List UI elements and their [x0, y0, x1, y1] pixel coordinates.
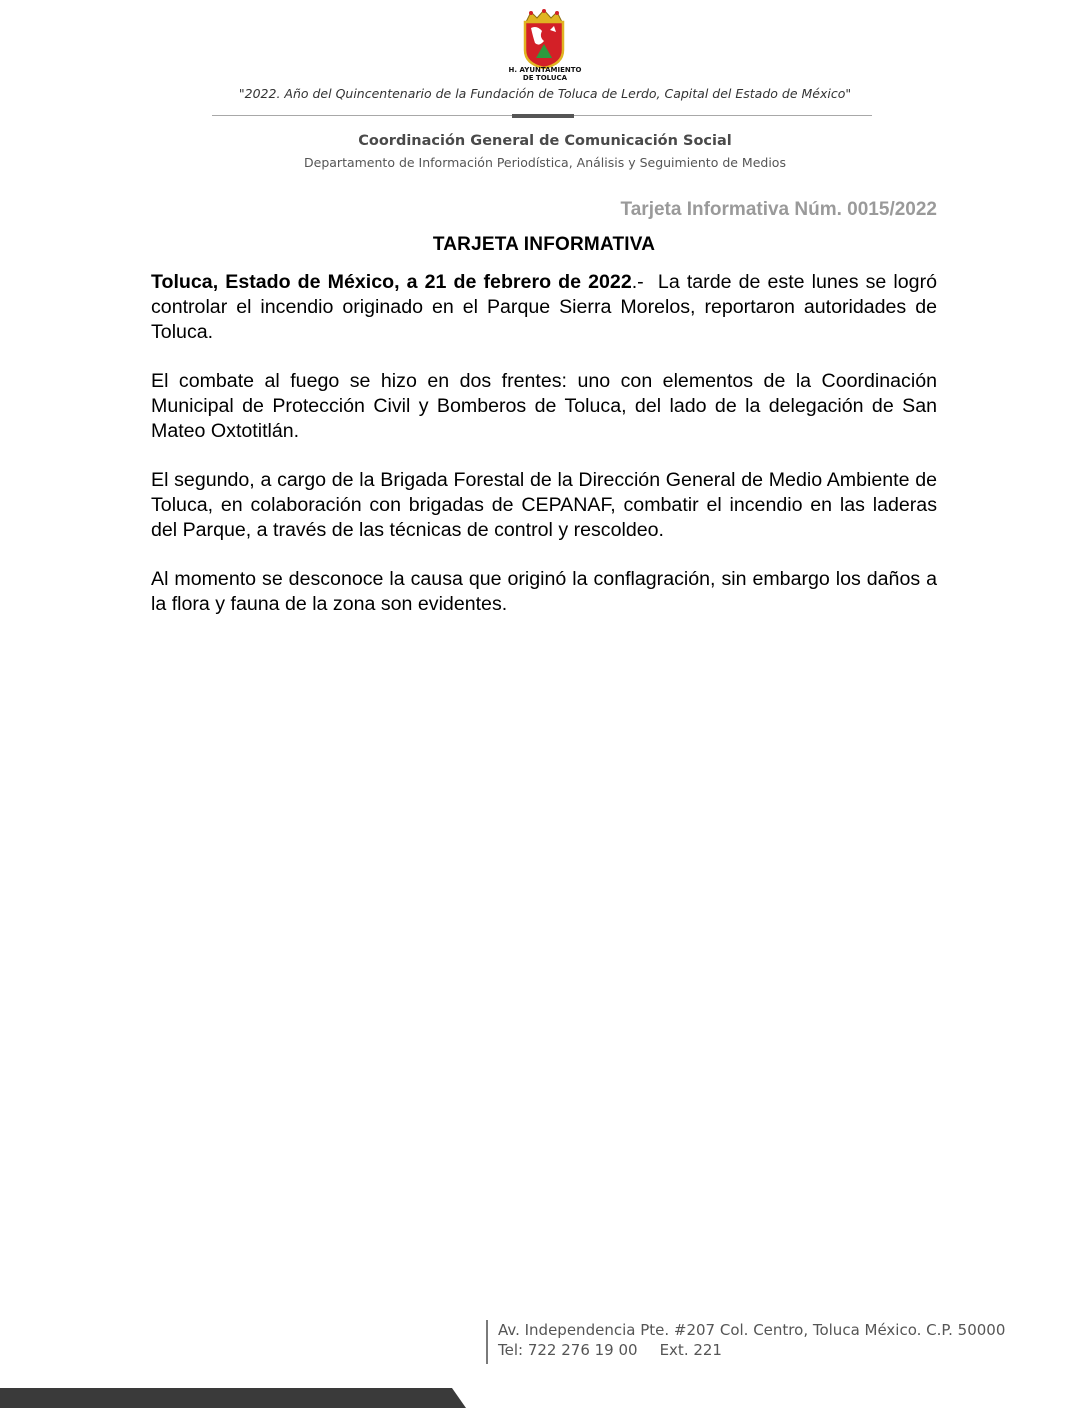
- footer-address: Av. Independencia Pte. #207 Col. Centro, Toluca México. C.P. 50000: [498, 1321, 1006, 1339]
- header-motto: "2022. Año del Quincentenario de la Fundación de Toluca de Lerdo, Capital del Estado de México": [238, 86, 852, 101]
- logo-caption: [470, 66, 620, 82]
- department-name: Departamento de Información Periodística, Análisis y Seguimiento de Medios: [304, 155, 786, 170]
- coordination-name: Coordinación General de Comunicación Social: [358, 133, 732, 149]
- dateline: Toluca, Estado de México, a 21 de febrero de 2022: [151, 271, 632, 293]
- paragraph-3: El segundo, a cargo de la Brigada Forestal de la Dirección General de Medio Ambiente de Toluca, en colaboración con brigadas de CEPANAF, combatir el incendio en las laderas del Parque, a través de las técnicas de control y rescoldeo.: [151, 469, 937, 541]
- paragraph-1-text: La tarde de este lunes se logró controlar el incendio originado en el Parque Sierra Morelos, reportaron autoridades de Toluca.: [151, 271, 943, 343]
- paragraph-4: Al momento se desconoce la causa que originó la conflagración, sin embargo los daños a la flora y fauna de la zona son evidentes.: [151, 568, 937, 615]
- card-number: Tarjeta Informativa Núm. 0015/2022: [620, 199, 937, 220]
- footer-extension: Ext. 221: [659, 1341, 722, 1359]
- document-body: [151, 270, 943, 641]
- footer-band: [0, 1388, 466, 1408]
- dateline-separator: .-: [631, 271, 644, 293]
- footer-phone: Tel: 722 276 19 00: [498, 1341, 638, 1359]
- header-divider-accent: [512, 114, 574, 118]
- footer-contact: [498, 1340, 722, 1360]
- document-title: TARJETA INFORMATIVA: [432, 234, 656, 255]
- logo-caption-line2: DE TOLUCA: [522, 74, 568, 82]
- footer-divider: [486, 1320, 488, 1364]
- paragraph-1: [151, 270, 943, 345]
- logo-caption-line1: H. AYUNTAMIENTO: [508, 66, 582, 74]
- paragraph-2: El combate al fuego se hizo en dos frentes: uno con elementos de la Coordinación Municipal de Protección Civil y Bomberos de Toluca, del lado de la delegación de San Mateo Oxtotitlán.: [151, 370, 937, 442]
